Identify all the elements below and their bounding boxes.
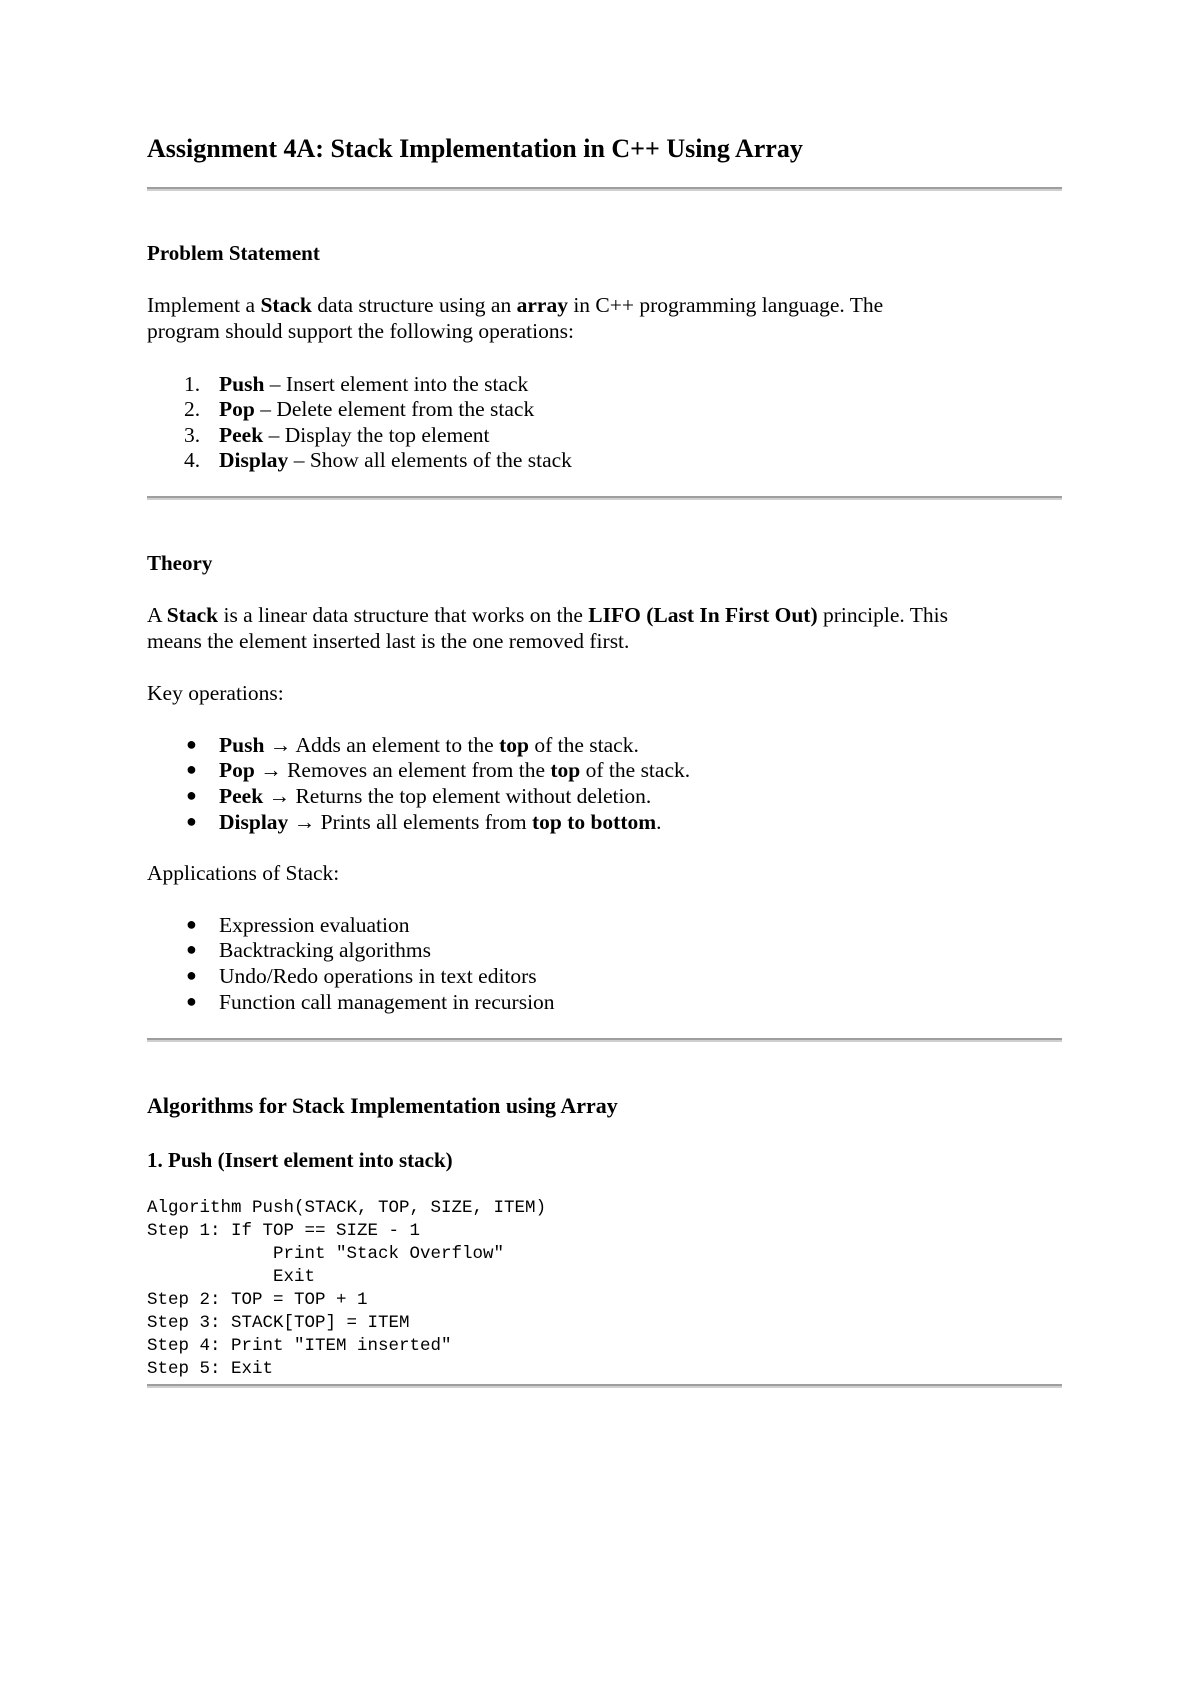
problem-text-line1: Implement a Stack data structure using an array in C++ programming language. The	[147, 293, 884, 317]
theory-text-line2: means the element inserted last is the one removed first.	[147, 629, 630, 653]
divider	[147, 1038, 1062, 1042]
divider	[147, 496, 1062, 500]
problem-heading: Problem Statement	[147, 241, 320, 265]
theory-heading: Theory	[147, 551, 213, 575]
bullet-icon: ●	[186, 914, 197, 934]
push-algorithm-code: Algorithm Push(STACK, TOP, SIZE, ITEM) Step 1: If TOP == SIZE - 1 Print "Stack Overflow" Exit Step 2: TOP = TOP + 1 Step 3: STACK[TOP] = ITEM Step 4: Print "ITEM inserted" Step 5: Exit	[147, 1198, 547, 1379]
divider	[147, 187, 1062, 191]
push-heading: 1. Push (Insert element into stack)	[147, 1148, 453, 1172]
bullet-icon: ●	[186, 811, 197, 831]
applications-label: Applications of Stack:	[147, 861, 340, 885]
bullet-icon: ●	[186, 785, 197, 805]
bullet-icon: ●	[186, 759, 197, 779]
key-operations-label: Key operations:	[147, 681, 284, 705]
page-title: Assignment 4A: Stack Implementation in C++ Using Array	[147, 134, 803, 163]
divider	[147, 1384, 1062, 1388]
bullet-icon: ●	[186, 939, 197, 959]
theory-text-line1: A Stack is a linear data structure that works on the LIFO (Last In First Out) principle. This	[147, 603, 948, 627]
bullet-icon: ●	[186, 991, 197, 1011]
algorithms-heading: Algorithms for Stack Implementation using Array	[147, 1093, 618, 1118]
bullet-icon: ●	[186, 734, 197, 754]
problem-text-line2: program should support the following operations:	[147, 319, 574, 343]
bullet-icon: ●	[186, 965, 197, 985]
